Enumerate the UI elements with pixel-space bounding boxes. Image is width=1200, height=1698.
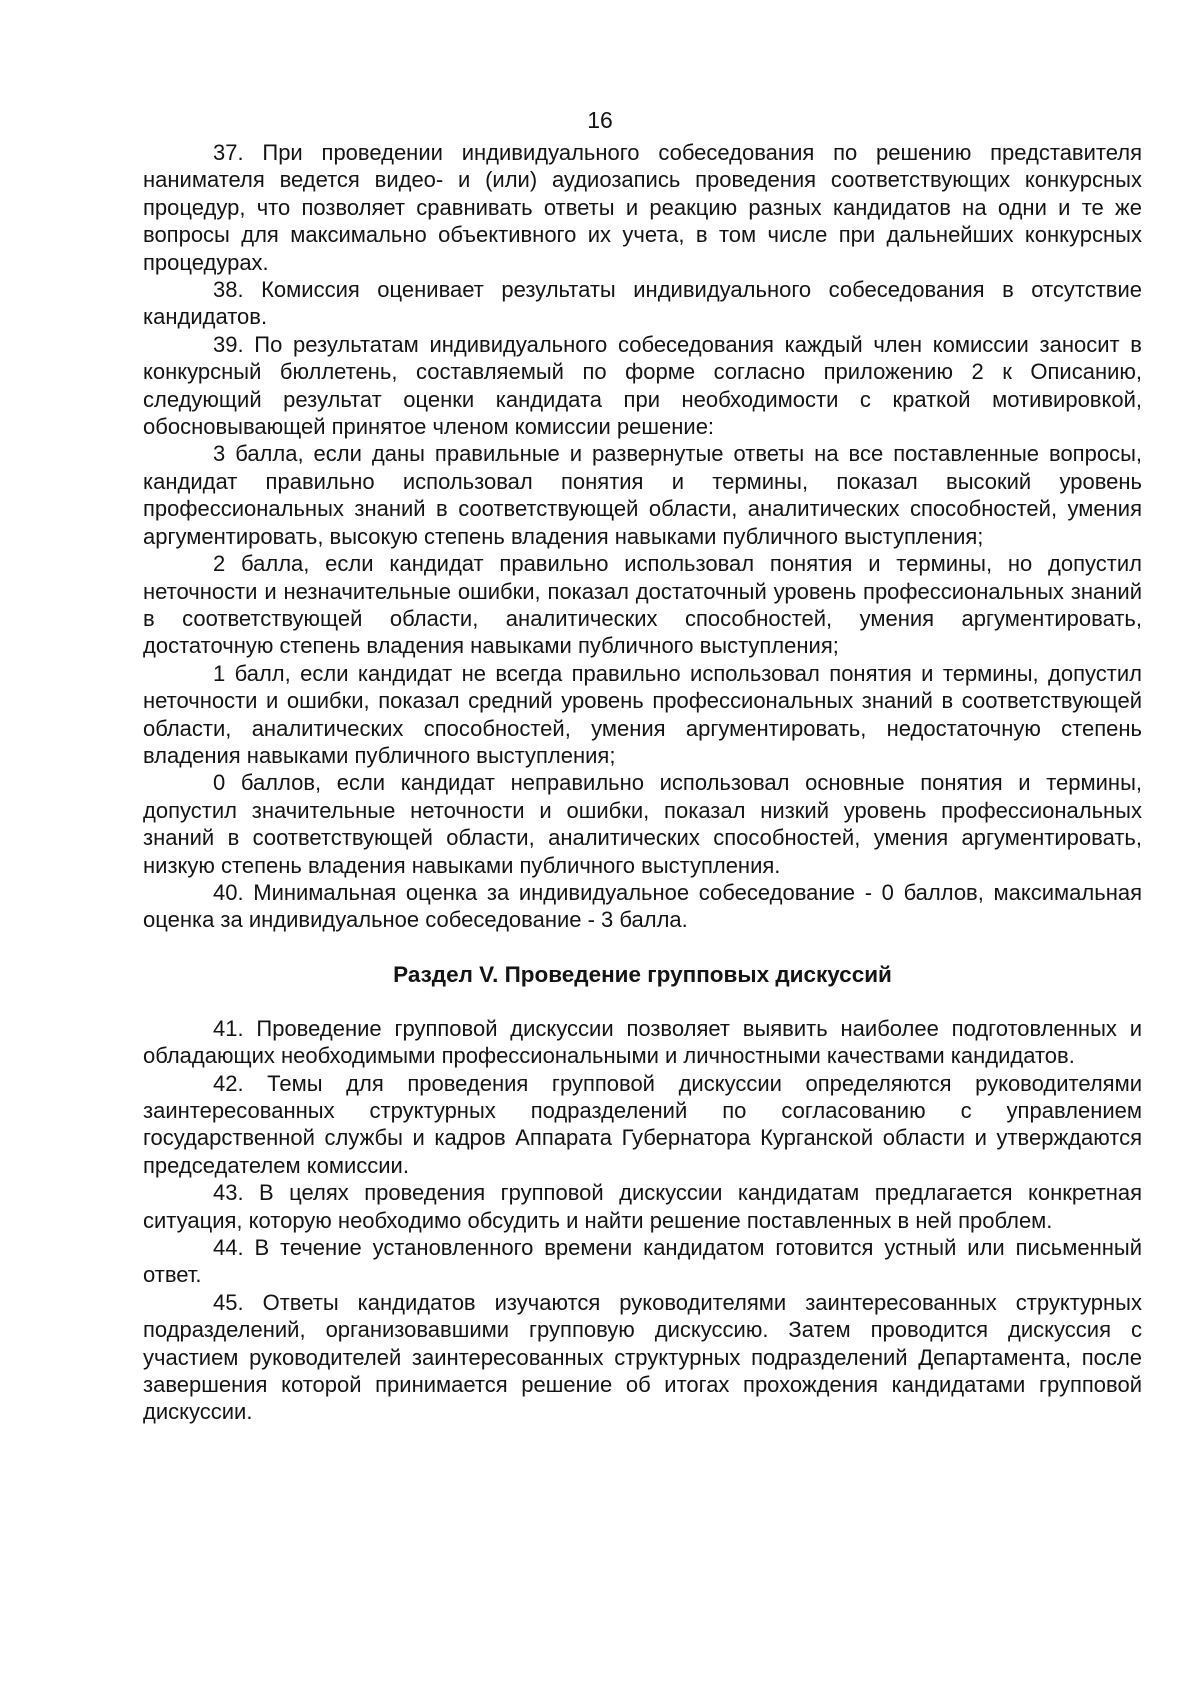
paragraph-38: 38. Комиссия оценивает результаты индивидуального собеседования в отсутствие кандидатов. <box>143 277 1142 330</box>
section-heading: Раздел V. Проведение групповых дискуссий <box>393 961 892 987</box>
paragraph-39: 39. По результатам индивидуального собеседования каждый член комиссии заносит в конкурсный бюллетень, составляемый по форме согласно приложению 2 к Описанию, следующий результат оценки кандидата при необходимости с краткой мотивировкой, обосновывающей принятое членом комиссии решение: <box>143 331 1142 440</box>
score-0-points: 0 баллов, если кандидат неправильно использовал основные понятия и термины, допустил значительные неточности и ошибки, показал низкий уровень профессиональных знаний в соответствующей области, аналитических способностей, умения аргументировать, низкую степень владения навыками публичного выступления. <box>143 770 1142 878</box>
document-body <box>143 139 1142 1426</box>
score-3-points: 3 балла, если даны правильные и развернутые ответы на все поставленные вопросы, кандидат правильно использовал понятия и термины, показал высокий уровень профессиональных знаний в соответствующей области, аналитических способностей, умения аргументировать, высокую степень владения навыками публичного выступления; <box>143 441 1142 549</box>
paragraph-43: 43. В целях проведения групповой дискуссии кандидатам предлагается конкретная ситуация, которую необходимо обсудить и найти решение поставленных в ней проблем. <box>143 1180 1142 1233</box>
paragraph-41: 41. Проведение групповой дискуссии позволяет выявить наиболее подготовленных и обладающих необходимыми профессиональными и личностными качествами кандидатов. <box>143 1015 1142 1069</box>
score-1-point: 1 балл, если кандидат не всегда правильно использовал понятия и термины, допустил неточности и ошибки, показал средний уровень профессиональных знаний в соответствующей области, аналитических способностей, умения аргументировать, недостаточную степень владения навыками публичного выступления; <box>143 660 1142 768</box>
page-number: 16 <box>587 107 613 133</box>
paragraph-42: 42. Темы для проведения групповой дискуссии определяются руководителями заинтересованных структурных подразделений по согласованию с управлением государственной службы и кадров Аппарата Губернатора Курганской области и утверждаются председателем комиссии. <box>143 1070 1142 1178</box>
paragraph-45: 45. Ответы кандидатов изучаются руководителями заинтересованных структурных подразделений, организовавшими групповую дискуссию. Затем проводится дискуссия с участием руководителей заинтересованных структурных подразделений Департамента, после завершения которой принимается решение об итогах прохождения кандидатами групповой дискуссии. <box>143 1289 1142 1425</box>
paragraph-40: 40. Минимальная оценка за индивидуальное собеседование - 0 баллов, максимальная оценка за индивидуальное собеседование - 3 балла. <box>143 879 1142 933</box>
score-2-points: 2 балла, если кандидат правильно использовал понятия и термины, но допустил неточности и незначительные ошибки, показал достаточный уровень профессиональных знаний в соответствующей области, аналитических способностей, умения аргументировать, достаточную степень владения навыками публичного выступления; <box>143 551 1142 659</box>
paragraph-37: 37. При проведении индивидуального собеседования по решению представителя нанимателя ведется видео- и (или) аудиозапись проведения соответствующих конкурсных процедур, что позволяет сравнивать ответы и реакцию разных кандидатов на одни и те же вопросы для максимально объективного их учета, в том числе при дальнейших конкурсных процедурах. <box>143 140 1142 275</box>
paragraph-44: 44. В течение установленного времени кандидатом готовится устный или письменный ответ. <box>143 1235 1142 1288</box>
